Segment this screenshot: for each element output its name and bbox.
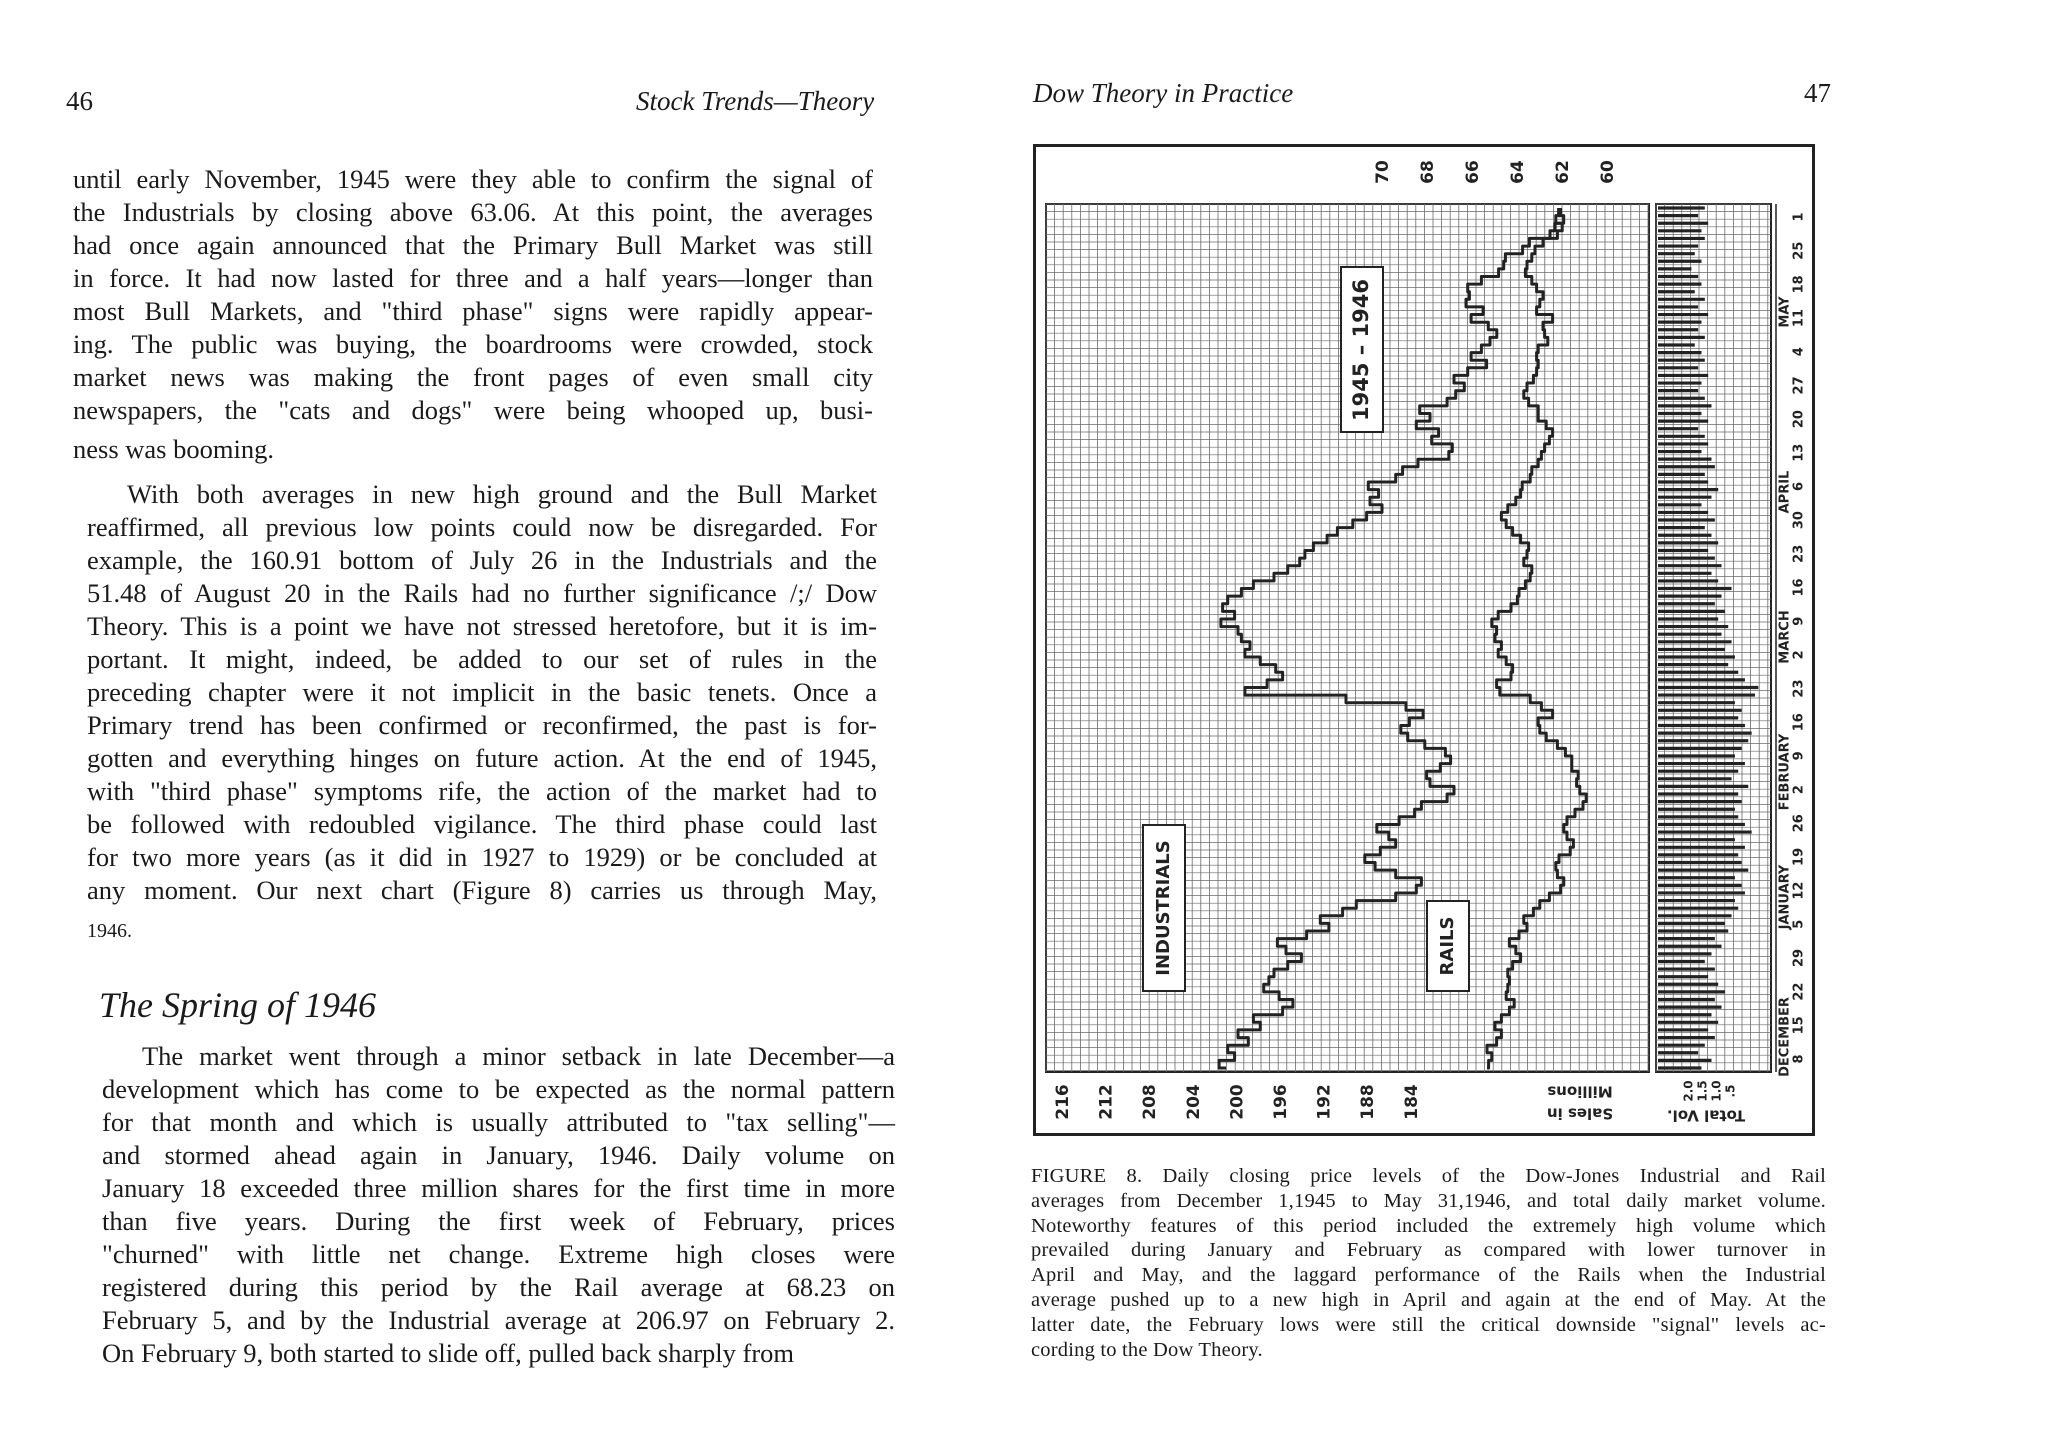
date-tick-label: 9 [1791,616,1807,626]
paragraph-3 [102,1040,895,1370]
caption-line: average pushed up to a new high in April and again at the end of May. At the [1031,1288,1826,1311]
date-tick-label: 5 [1791,919,1807,929]
rail-tick-label: 68 [1418,160,1438,184]
para3-line: than five years. During the first week of February, prices [102,1206,895,1236]
sales-label-units: Millions [1547,1082,1613,1101]
para2-line: With both averages in new high ground and the Bull Market [127,479,877,509]
para2-line: reaffirmed, all previous low points could now be disregarded. For [87,512,877,542]
volume-tick-label: 2.0 [1681,1080,1696,1102]
date-tick-label: 11 [1791,308,1807,328]
para2-line: be followed with redoubled vigilance. The third phase could last [87,809,877,839]
para3-line: January 18 exceeded three million shares for the first time in more [102,1173,895,1203]
chart-title: 1945 – 1946 [1349,278,1373,422]
date-tick-label: 13 [1791,443,1807,462]
month-label: MARCH [1777,610,1793,664]
left-page-number: 46 [66,86,93,116]
date-tick-label: 27 [1791,376,1807,395]
para2-line: any moment. Our next chart (Figure 8) carries us through May, [87,875,877,905]
para1-line: most Bull Markets, and "third phase" signs were rapidly appear- [73,296,873,326]
paragraph-1 [73,163,873,466]
para2-line: 1946. [87,920,132,942]
caption-line: averages from December 1,1945 to May 31,1946, and total daily market volume. [1031,1189,1826,1212]
para3-line: and stormed ahead again in January, 1946. Daily volume on [102,1140,895,1170]
para1-line: until early November, 1945 were they able to confirm the signal of [73,164,873,194]
date-tick-label: 16 [1791,578,1807,597]
industrial-tick-label: 208 [1140,1084,1161,1120]
volume-tick-label: 1.5 [1695,1080,1710,1102]
caption-line: April and May, and the laggard performance of the Rails when the Industrial [1031,1264,1826,1287]
date-tick-label: 2 [1791,785,1807,795]
industrial-tick-label: 188 [1358,1084,1379,1120]
para3-line: The market went through a minor setback in late December—a [142,1041,895,1071]
rail-tick-label: 70 [1373,160,1393,184]
caption-line: latter date, the February lows were still the critical downside "signal" levels ac- [1031,1313,1826,1336]
para1-line: newspapers, the "cats and dogs" were being whooped up, busi- [73,395,873,425]
date-tick-label: 16 [1791,713,1807,732]
right-page-number: 47 [1804,78,1831,108]
para2-line: 51.48 of August 20 in the Rails had no further significance /;/ Dow [87,578,877,608]
date-tick-label: 6 [1791,481,1807,491]
industrial-tick-label: 212 [1096,1084,1117,1120]
rail-tick-label: 60 [1598,160,1618,184]
industrial-tick-label: 216 [1053,1084,1073,1120]
left-running-head: Stock Trends—Theory [636,86,875,116]
para1-line: ness was booming. [73,434,274,464]
para3-line: "churned" with little net change. Extreme high closes were [102,1239,895,1269]
para1-line: the Industrials by closing above 63.06. At this point, the averages [73,197,873,227]
para1-line: ing. The public was buying, the boardrooms were crowded, stock [73,329,873,359]
chart-canvas [1036,147,1812,1133]
month-label: MAY [1777,296,1793,328]
date-tick-label: 4 [1791,347,1807,357]
para2-line: with "third phase" symptoms rife, the action of the market had to [87,776,877,806]
para2-line: Theory. This is a point we have not stressed heretofore, but it is im- [87,611,877,641]
date-tick-label: 2 [1791,650,1807,660]
industrial-tick-label: 192 [1314,1084,1335,1120]
date-tick-label: 22 [1791,982,1807,1001]
month-label: DECEMBER [1777,997,1793,1077]
rail-tick-label: 64 [1508,160,1528,184]
price-lines [1219,208,1586,1068]
para1-line: in force. It had now lasted for three and a half years—longer than [73,263,873,293]
date-tick-label: 18 [1791,275,1807,294]
volume-axis-label: Total Vol. [1666,1106,1746,1125]
date-tick-label: 19 [1791,847,1807,866]
date-tick-label: 20 [1791,410,1807,429]
caption-line: Noteworthy features of this period included the extremely high volume which [1031,1214,1826,1237]
para3-line: registered during this period by the Rail average at 68.23 on [102,1272,895,1302]
paragraph-2 [87,478,877,948]
para2-line: gotten and everything hinges on future action. At the end of 1945, [87,743,877,773]
rail-tick-label: 62 [1553,160,1573,184]
volume-tick-label: .5 [1723,1084,1738,1098]
industrial-tick-label: 200 [1227,1084,1248,1120]
rails-label: RAILS [1437,916,1458,976]
para3-line: development which has come to be expected as the normal pattern [102,1074,895,1104]
industrial-tick-label: 184 [1401,1084,1422,1120]
volume-tick-label: 1.0 [1709,1080,1724,1102]
date-tick-label: 9 [1791,751,1807,761]
industrial-tick-label: 196 [1271,1084,1291,1120]
caption-line: FIGURE 8. Daily closing price levels of the Dow-Jones Industrial and Rail [1031,1165,1826,1187]
date-tick-label: 30 [1791,511,1807,530]
date-tick-label: 23 [1791,544,1807,563]
caption-line: cording to the Dow Theory. [1031,1338,1263,1361]
caption-line: prevailed during January and February as compared with lower turnover in [1031,1239,1826,1262]
para3-line: for that month and which is usually attributed to "tax selling"— [102,1107,895,1137]
para1-line: had once again announced that the Primary Bull Market was still [73,230,873,260]
date-tick-label: 25 [1791,241,1807,260]
industrial-tick-label: 204 [1183,1084,1204,1120]
date-tick-label: 26 [1791,814,1807,833]
date-tick-label: 29 [1791,948,1807,968]
para1-line: market news was making the front pages of even small city [73,362,873,392]
sales-label: Sales in [1546,1104,1614,1123]
date-tick-label: 23 [1791,679,1807,698]
section-heading: The Spring of 1946 [99,985,377,1025]
date-tick-label: 1 [1791,212,1807,222]
para2-line: Primary trend has been confirmed or reconfirmed, the past is for- [87,710,877,740]
rail-tick-label: 66 [1463,160,1483,184]
month-label: FEBRUARY [1777,733,1793,811]
industrials-label: INDUSTRIALS [1153,840,1174,976]
para2-line: preceding chapter were it not implicit in the basic tenets. Once a [87,677,877,707]
para2-line: example, the 160.91 bottom of July 26 in the Industrials and the [87,545,877,575]
month-label: JANUARY [1777,864,1793,930]
figure-caption [1031,1164,1826,1362]
date-tick-label: 8 [1791,1054,1807,1064]
right-running-head: Dow Theory in Practice [1033,78,1294,108]
para3-line: On February 9, both started to slide off, pulled back sharply from [102,1338,795,1368]
date-tick-label: 12 [1791,881,1807,900]
figure-8-chart [1033,144,1815,1136]
month-label: APRIL [1777,470,1793,514]
para3-line: February 5, and by the Industrial average at 206.97 on February 2. [102,1305,895,1335]
para2-line: portant. It might, indeed, be added to our set of rules in the [87,644,877,674]
para2-line: for two more years (as it did in 1927 to 1929) or be concluded at [87,842,877,872]
date-tick-label: 15 [1791,1016,1807,1035]
